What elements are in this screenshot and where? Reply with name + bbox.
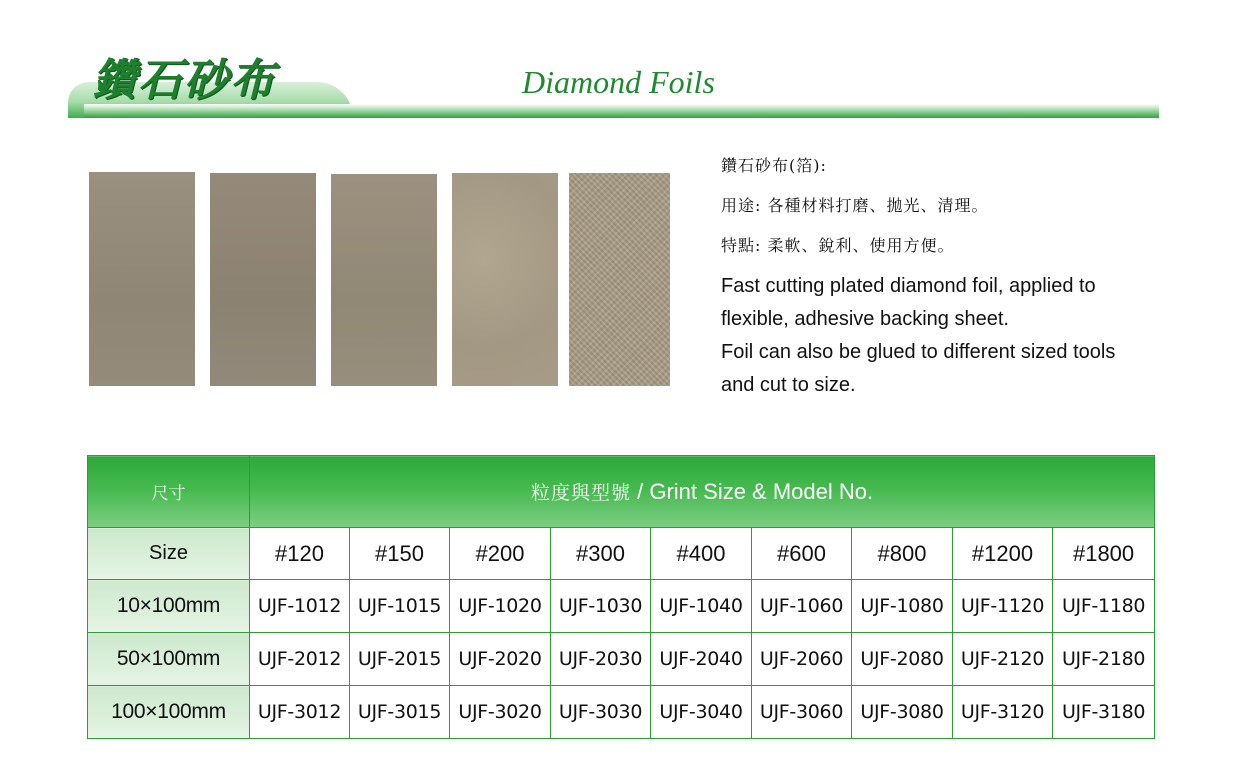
- page-title-en: Diamond Foils: [522, 64, 715, 100]
- model-cell: UJF-3120: [953, 686, 1053, 739]
- model-cell: UJF-2040: [651, 633, 752, 686]
- page-title-zh: 鑽石砂布: [92, 55, 276, 106]
- grit-cell: #300: [551, 528, 651, 580]
- english-line: Foil can also be glued to different sized tools: [721, 341, 1116, 363]
- foil-sample-image: [452, 173, 558, 386]
- model-cell: UJF-3030: [551, 686, 651, 739]
- model-cell: UJF-1180: [1053, 580, 1155, 633]
- model-cell: UJF-2030: [551, 633, 651, 686]
- page-header: [0, 0, 1240, 130]
- foil-sample-image: [89, 172, 195, 386]
- size-header-cell: 尺寸: [88, 456, 250, 528]
- table-row: [88, 580, 1155, 633]
- grit-cell: #600: [752, 528, 852, 580]
- model-cell: UJF-1020: [450, 580, 551, 633]
- foil-sample-image: [569, 173, 670, 386]
- model-cell: UJF-3040: [651, 686, 752, 739]
- model-cell: UJF-3015: [350, 686, 450, 739]
- table-row: [88, 686, 1155, 739]
- features-line: 特點: 柔軟、銳利、使用方便。: [721, 236, 955, 255]
- model-cell: UJF-3012: [250, 686, 350, 739]
- model-cell: UJF-2120: [953, 633, 1053, 686]
- product-description: [721, 150, 1201, 402]
- grit-cell: #120: [250, 528, 350, 580]
- size-cell: 10×100mm: [88, 580, 250, 633]
- model-cell: UJF-2080: [852, 633, 953, 686]
- model-spec-table: [87, 455, 1155, 739]
- product-name-line: 鑽石砂布(箔):: [721, 156, 827, 175]
- english-line: flexible, adhesive backing sheet.: [721, 308, 1009, 330]
- model-cell: UJF-1060: [752, 580, 852, 633]
- grit-cell: #1200: [953, 528, 1053, 580]
- model-cell: UJF-1040: [651, 580, 752, 633]
- model-cell: UJF-1120: [953, 580, 1053, 633]
- model-cell: UJF-2020: [450, 633, 551, 686]
- model-cell: UJF-2060: [752, 633, 852, 686]
- foil-sample-image: [331, 174, 437, 386]
- model-cell: UJF-3060: [752, 686, 852, 739]
- model-cell: UJF-1030: [551, 580, 651, 633]
- english-line: and cut to size.: [721, 374, 856, 396]
- grit-cell: #800: [852, 528, 953, 580]
- model-cell: UJF-3020: [450, 686, 551, 739]
- foil-sample-image: [210, 173, 316, 386]
- size-label-cell: Size: [88, 528, 250, 580]
- usage-line: 用途: 各種材料打磨、拋光、清理。: [721, 196, 989, 215]
- model-cell: UJF-2015: [350, 633, 450, 686]
- model-cell: UJF-1015: [350, 580, 450, 633]
- model-cell: UJF-3080: [852, 686, 953, 739]
- table-row: [88, 633, 1155, 686]
- grit-cell: #150: [350, 528, 450, 580]
- english-line: Fast cutting plated diamond foil, applied to: [721, 275, 1096, 297]
- table-header-row: [88, 456, 1155, 528]
- grit-model-header-zh: 粒度與型號: [531, 482, 632, 504]
- grit-row: [88, 528, 1155, 580]
- grit-model-header-cell: [250, 456, 1155, 528]
- size-cell: 100×100mm: [88, 686, 250, 739]
- grit-cell: #200: [450, 528, 551, 580]
- grit-cell: #1800: [1053, 528, 1155, 580]
- model-cell: UJF-2180: [1053, 633, 1155, 686]
- size-cell: 50×100mm: [88, 633, 250, 686]
- model-cell: UJF-2012: [250, 633, 350, 686]
- grit-cell: #400: [651, 528, 752, 580]
- grit-model-header-en: / Grint Size & Model No.: [631, 479, 874, 504]
- model-cell: UJF-1012: [250, 580, 350, 633]
- model-cell: UJF-1080: [852, 580, 953, 633]
- model-cell: UJF-3180: [1053, 686, 1155, 739]
- english-description: [721, 270, 1201, 402]
